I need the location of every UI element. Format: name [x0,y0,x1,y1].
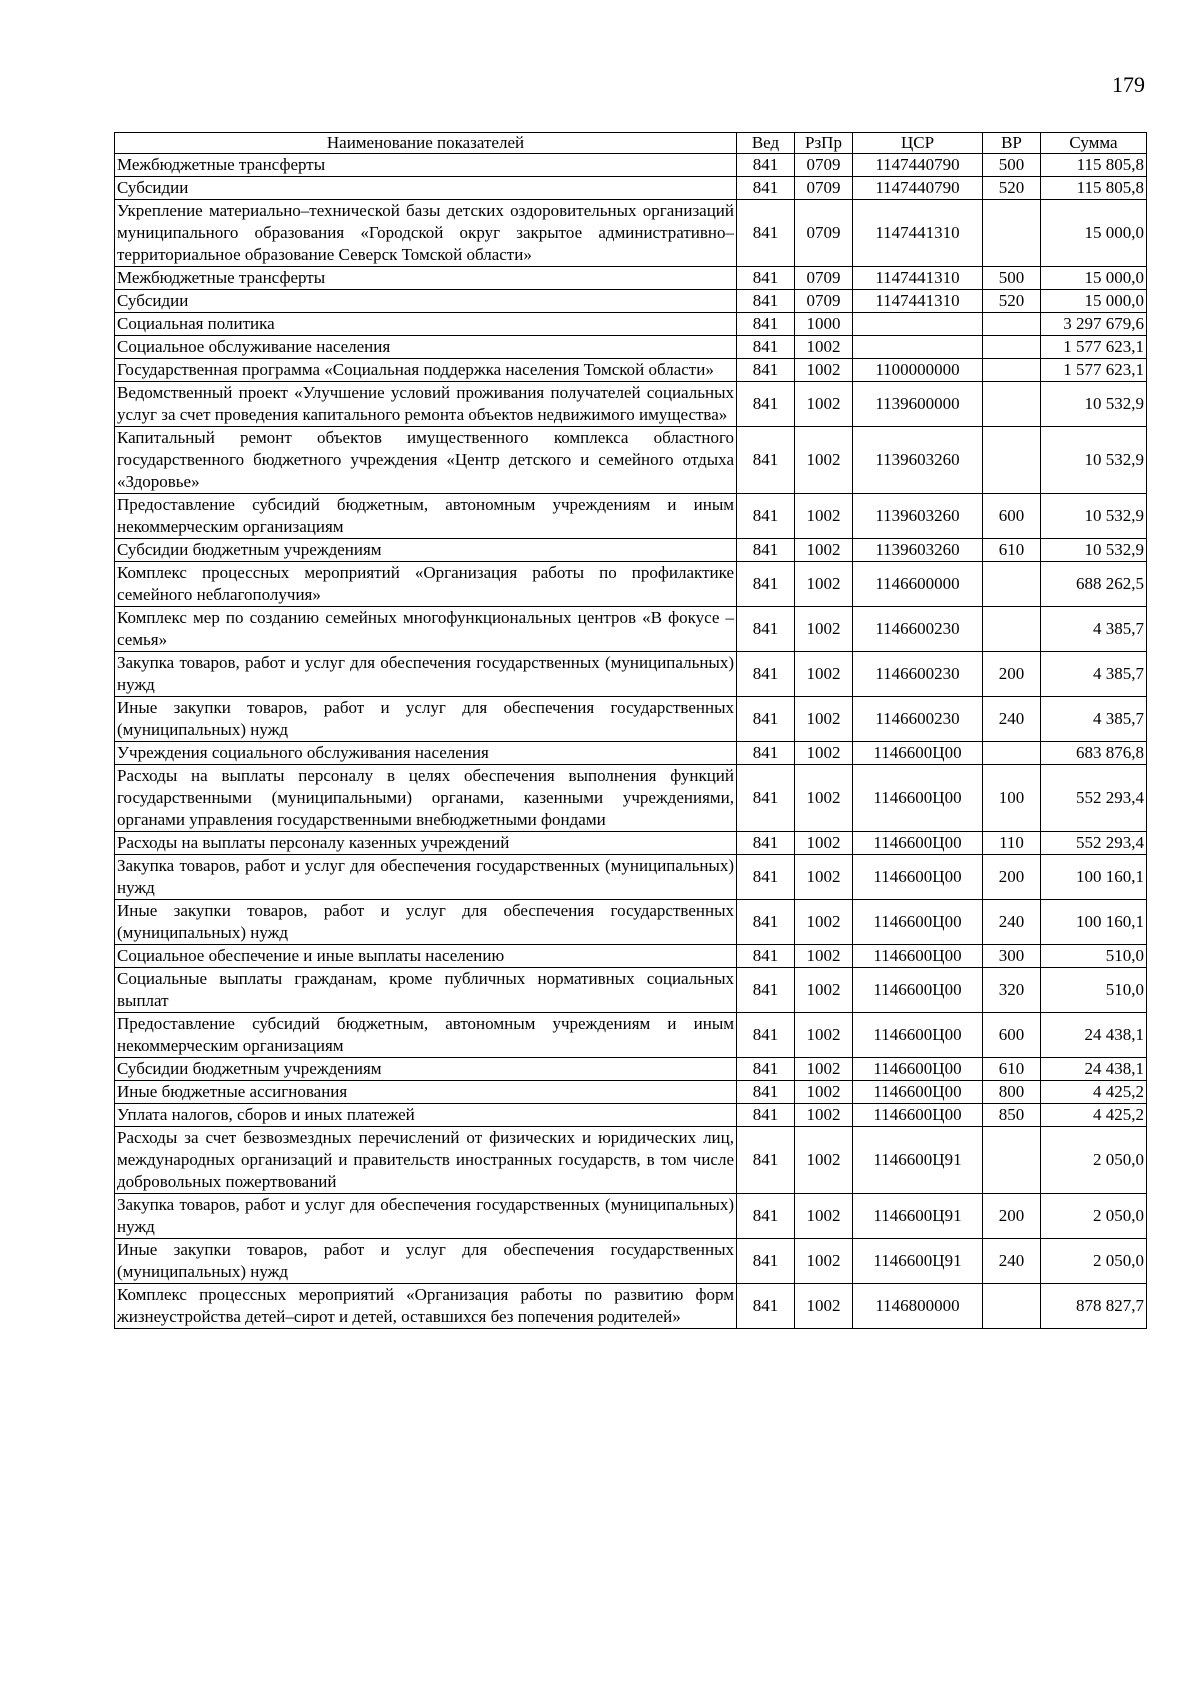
cell-sum: 4 385,7 [1041,607,1147,652]
cell-sum: 510,0 [1041,968,1147,1013]
cell-sum: 10 532,9 [1041,539,1147,562]
col-header-rzpr: РзПр [795,133,853,154]
cell-ved: 841 [737,1284,795,1329]
cell-rzpr: 1002 [795,1081,853,1104]
cell-name: Комплекс процессных мероприятий «Организация работы по развитию форм жизнеустройства детей–сирот и детей, оставшихся без попечения родителей» [115,1284,737,1329]
table-row [115,1013,1147,1058]
cell-vr: 850 [983,1104,1041,1127]
cell-csr: 1147441310 [853,290,983,313]
table-row [115,427,1147,494]
cell-rzpr: 1002 [795,742,853,765]
cell-csr: 1146600Ц91 [853,1239,983,1284]
page-number: 179 [1112,72,1145,97]
cell-ved: 841 [737,1081,795,1104]
cell-sum: 10 532,9 [1041,427,1147,494]
table-header-row [115,133,1147,154]
table-row [115,359,1147,382]
cell-name: Межбюджетные трансферты [115,154,737,177]
cell-rzpr: 1002 [795,427,853,494]
cell-name: Межбюджетные трансферты [115,267,737,290]
cell-vr: 500 [983,154,1041,177]
cell-csr: 1147441310 [853,267,983,290]
cell-sum: 15 000,0 [1041,267,1147,290]
cell-rzpr: 1002 [795,1058,853,1081]
cell-vr: 520 [983,177,1041,200]
cell-csr: 1146600Ц00 [853,1081,983,1104]
cell-name: Социальное обслуживание населения [115,336,737,359]
cell-sum: 10 532,9 [1041,494,1147,539]
cell-csr: 1146600230 [853,652,983,697]
cell-ved: 841 [737,427,795,494]
cell-ved: 841 [737,968,795,1013]
budget-table [114,132,1147,1329]
cell-rzpr: 1002 [795,562,853,607]
cell-vr: 520 [983,290,1041,313]
cell-ved: 841 [737,382,795,427]
cell-name: Уплата налогов, сборов и иных платежей [115,1104,737,1127]
cell-vr [983,1127,1041,1194]
cell-vr [983,607,1041,652]
cell-rzpr: 1002 [795,652,853,697]
cell-name: Закупка товаров, работ и услуг для обеспечения государственных (муниципальных) нужд [115,855,737,900]
cell-sum: 10 532,9 [1041,382,1147,427]
cell-csr: 1100000000 [853,359,983,382]
cell-rzpr: 1002 [795,1127,853,1194]
table-row [115,336,1147,359]
cell-sum: 24 438,1 [1041,1058,1147,1081]
table-row [115,539,1147,562]
table-row [115,697,1147,742]
cell-name: Субсидии [115,177,737,200]
cell-vr: 240 [983,900,1041,945]
cell-sum: 1 577 623,1 [1041,336,1147,359]
cell-rzpr: 1002 [795,1013,853,1058]
cell-rzpr: 1002 [795,945,853,968]
cell-vr [983,336,1041,359]
cell-sum: 2 050,0 [1041,1239,1147,1284]
cell-ved: 841 [737,1013,795,1058]
cell-vr: 610 [983,539,1041,562]
table-row [115,313,1147,336]
cell-name: Комплекс мер по созданию семейных многофункциональных центров «В фокусе – семья» [115,607,737,652]
cell-rzpr: 1002 [795,1284,853,1329]
table-row [115,742,1147,765]
cell-rzpr: 0709 [795,177,853,200]
table-row [115,1081,1147,1104]
cell-name: Иные закупки товаров, работ и услуг для обеспечения государственных (муниципальных) нужд [115,900,737,945]
cell-vr: 800 [983,1081,1041,1104]
cell-name: Социальное обеспечение и иные выплаты населению [115,945,737,968]
table-row [115,382,1147,427]
table-row [115,945,1147,968]
cell-ved: 841 [737,697,795,742]
cell-name: Иные бюджетные ассигнования [115,1081,737,1104]
cell-sum: 4 385,7 [1041,652,1147,697]
cell-csr: 1139603260 [853,494,983,539]
col-header-sum: Сумма [1041,133,1147,154]
cell-vr: 100 [983,765,1041,832]
cell-vr: 200 [983,652,1041,697]
cell-name: Предоставление субсидий бюджетным, автономным учреждениям и иным некоммерческим организациям [115,1013,737,1058]
cell-vr: 240 [983,697,1041,742]
cell-vr [983,313,1041,336]
cell-csr: 1146600000 [853,562,983,607]
cell-csr [853,313,983,336]
cell-ved: 841 [737,607,795,652]
table-row [115,1058,1147,1081]
cell-ved: 841 [737,359,795,382]
cell-sum: 688 262,5 [1041,562,1147,607]
cell-name: Закупка товаров, работ и услуг для обеспечения государственных (муниципальных) нужд [115,652,737,697]
cell-csr: 1146600Ц00 [853,945,983,968]
cell-vr: 600 [983,1013,1041,1058]
cell-name: Расходы на выплаты персоналу казенных учреждений [115,832,737,855]
col-header-ved: Вед [737,133,795,154]
cell-csr: 1146600Ц00 [853,1058,983,1081]
cell-ved: 841 [737,1058,795,1081]
cell-name: Капитальный ремонт объектов имущественного комплекса областного государственного бюджетного учреждения «Центр детского и семейного отдыха «Здоровье» [115,427,737,494]
cell-name: Расходы на выплаты персоналу в целях обеспечения выполнения функций государственными (муниципальными) органами, казенными учреждениями, органами управления государственными внебюджетными фондами [115,765,737,832]
cell-name: Ведомственный проект «Улучшение условий проживания получателей социальных услуг за счет проведения капитального ремонта объектов недвижимого имущества» [115,382,737,427]
cell-name: Закупка товаров, работ и услуг для обеспечения государственных (муниципальных) нужд [115,1194,737,1239]
cell-ved: 841 [737,832,795,855]
cell-csr: 1147440790 [853,177,983,200]
cell-vr [983,427,1041,494]
cell-rzpr: 0709 [795,154,853,177]
cell-sum: 4 385,7 [1041,697,1147,742]
cell-ved: 841 [737,652,795,697]
cell-name: Комплекс процессных мероприятий «Организация работы по профилактике семейного неблагополучия» [115,562,737,607]
cell-ved: 841 [737,562,795,607]
cell-vr [983,382,1041,427]
cell-sum: 4 425,2 [1041,1081,1147,1104]
cell-csr: 1146600230 [853,697,983,742]
cell-csr: 1146600Ц00 [853,765,983,832]
table-row [115,562,1147,607]
cell-sum: 552 293,4 [1041,765,1147,832]
cell-csr: 1147441310 [853,200,983,267]
table-row [115,855,1147,900]
cell-vr: 110 [983,832,1041,855]
table-row [115,494,1147,539]
cell-rzpr: 1002 [795,336,853,359]
cell-ved: 841 [737,765,795,832]
cell-sum: 510,0 [1041,945,1147,968]
cell-csr: 1146600Ц91 [853,1127,983,1194]
table-row [115,765,1147,832]
cell-vr [983,562,1041,607]
cell-ved: 841 [737,945,795,968]
table-row [115,900,1147,945]
table-row [115,290,1147,313]
cell-rzpr: 1002 [795,900,853,945]
cell-csr: 1146600Ц00 [853,900,983,945]
cell-ved: 841 [737,1239,795,1284]
cell-vr [983,742,1041,765]
cell-sum: 24 438,1 [1041,1013,1147,1058]
cell-vr: 200 [983,1194,1041,1239]
cell-ved: 841 [737,313,795,336]
cell-name: Иные закупки товаров, работ и услуг для обеспечения государственных (муниципальных) нужд [115,697,737,742]
cell-rzpr: 1002 [795,968,853,1013]
cell-vr [983,359,1041,382]
cell-rzpr: 1002 [795,1239,853,1284]
cell-rzpr: 1002 [795,697,853,742]
table-row [115,1239,1147,1284]
cell-name: Субсидии [115,290,737,313]
table-row [115,177,1147,200]
cell-sum: 4 425,2 [1041,1104,1147,1127]
cell-rzpr: 1002 [795,855,853,900]
table-row [115,1194,1147,1239]
cell-ved: 841 [737,1104,795,1127]
cell-rzpr: 1002 [795,1104,853,1127]
cell-sum: 100 160,1 [1041,900,1147,945]
cell-vr: 610 [983,1058,1041,1081]
cell-name: Предоставление субсидий бюджетным, автономным учреждениям и иным некоммерческим организациям [115,494,737,539]
cell-sum: 878 827,7 [1041,1284,1147,1329]
cell-csr: 1146600Ц00 [853,1013,983,1058]
cell-name: Укрепление материально–технической базы детских оздоровительных организаций муниципального образования «Городской округ закрытое административно–территориальное образование Северск Томской области» [115,200,737,267]
cell-rzpr: 0709 [795,290,853,313]
cell-rzpr: 1002 [795,1194,853,1239]
cell-name: Иные закупки товаров, работ и услуг для обеспечения государственных (муниципальных) нужд [115,1239,737,1284]
table-row [115,607,1147,652]
cell-sum: 2 050,0 [1041,1127,1147,1194]
cell-csr: 1146600Ц00 [853,832,983,855]
cell-vr [983,200,1041,267]
cell-csr: 1139600000 [853,382,983,427]
cell-vr: 200 [983,855,1041,900]
cell-ved: 841 [737,267,795,290]
cell-vr: 500 [983,267,1041,290]
cell-ved: 841 [737,177,795,200]
cell-ved: 841 [737,1127,795,1194]
cell-csr: 1139603260 [853,539,983,562]
cell-rzpr: 1000 [795,313,853,336]
table-row [115,154,1147,177]
cell-rzpr: 0709 [795,200,853,267]
cell-ved: 841 [737,900,795,945]
cell-rzpr: 1002 [795,494,853,539]
table-row [115,968,1147,1013]
table-row [115,1284,1147,1329]
table-row [115,200,1147,267]
table-row [115,267,1147,290]
cell-sum: 100 160,1 [1041,855,1147,900]
cell-sum: 15 000,0 [1041,290,1147,313]
cell-sum: 1 577 623,1 [1041,359,1147,382]
cell-csr: 1146600Ц00 [853,1104,983,1127]
cell-csr: 1139603260 [853,427,983,494]
cell-ved: 841 [737,200,795,267]
cell-csr: 1147440790 [853,154,983,177]
cell-vr: 300 [983,945,1041,968]
cell-rzpr: 1002 [795,607,853,652]
cell-rzpr: 1002 [795,539,853,562]
cell-csr: 1146600Ц00 [853,968,983,1013]
cell-vr: 320 [983,968,1041,1013]
cell-csr: 1146600Ц91 [853,1194,983,1239]
cell-ved: 841 [737,539,795,562]
table-row [115,652,1147,697]
cell-sum: 552 293,4 [1041,832,1147,855]
cell-ved: 841 [737,1194,795,1239]
cell-csr: 1146600230 [853,607,983,652]
cell-ved: 841 [737,494,795,539]
col-header-vr: ВР [983,133,1041,154]
table-row [115,1104,1147,1127]
table-row [115,1127,1147,1194]
col-header-name: Наименование показателей [115,133,737,154]
cell-ved: 841 [737,742,795,765]
cell-vr [983,1284,1041,1329]
cell-vr: 600 [983,494,1041,539]
cell-name: Расходы за счет безвозмездных перечислений от физических и юридических лиц, международных организаций и правительств иностранных государств, в том числе добровольных пожертвований [115,1127,737,1194]
cell-ved: 841 [737,290,795,313]
cell-name: Субсидии бюджетным учреждениям [115,539,737,562]
cell-rzpr: 1002 [795,359,853,382]
cell-csr [853,336,983,359]
cell-ved: 841 [737,855,795,900]
cell-sum: 15 000,0 [1041,200,1147,267]
cell-sum: 683 876,8 [1041,742,1147,765]
cell-sum: 2 050,0 [1041,1194,1147,1239]
cell-rzpr: 1002 [795,765,853,832]
cell-name: Социальная политика [115,313,737,336]
cell-name: Государственная программа «Социальная поддержка населения Томской области» [115,359,737,382]
col-header-csr: ЦСР [853,133,983,154]
cell-sum: 115 805,8 [1041,177,1147,200]
cell-csr: 1146600Ц00 [853,742,983,765]
cell-csr: 1146800000 [853,1284,983,1329]
cell-name: Учреждения социального обслуживания населения [115,742,737,765]
cell-csr: 1146600Ц00 [853,855,983,900]
table-row [115,832,1147,855]
cell-rzpr: 1002 [795,832,853,855]
cell-ved: 841 [737,154,795,177]
cell-sum: 115 805,8 [1041,154,1147,177]
cell-sum: 3 297 679,6 [1041,313,1147,336]
cell-vr: 240 [983,1239,1041,1284]
cell-name: Субсидии бюджетным учреждениям [115,1058,737,1081]
cell-ved: 841 [737,336,795,359]
cell-rzpr: 0709 [795,267,853,290]
cell-rzpr: 1002 [795,382,853,427]
cell-name: Социальные выплаты гражданам, кроме публичных нормативных социальных выплат [115,968,737,1013]
